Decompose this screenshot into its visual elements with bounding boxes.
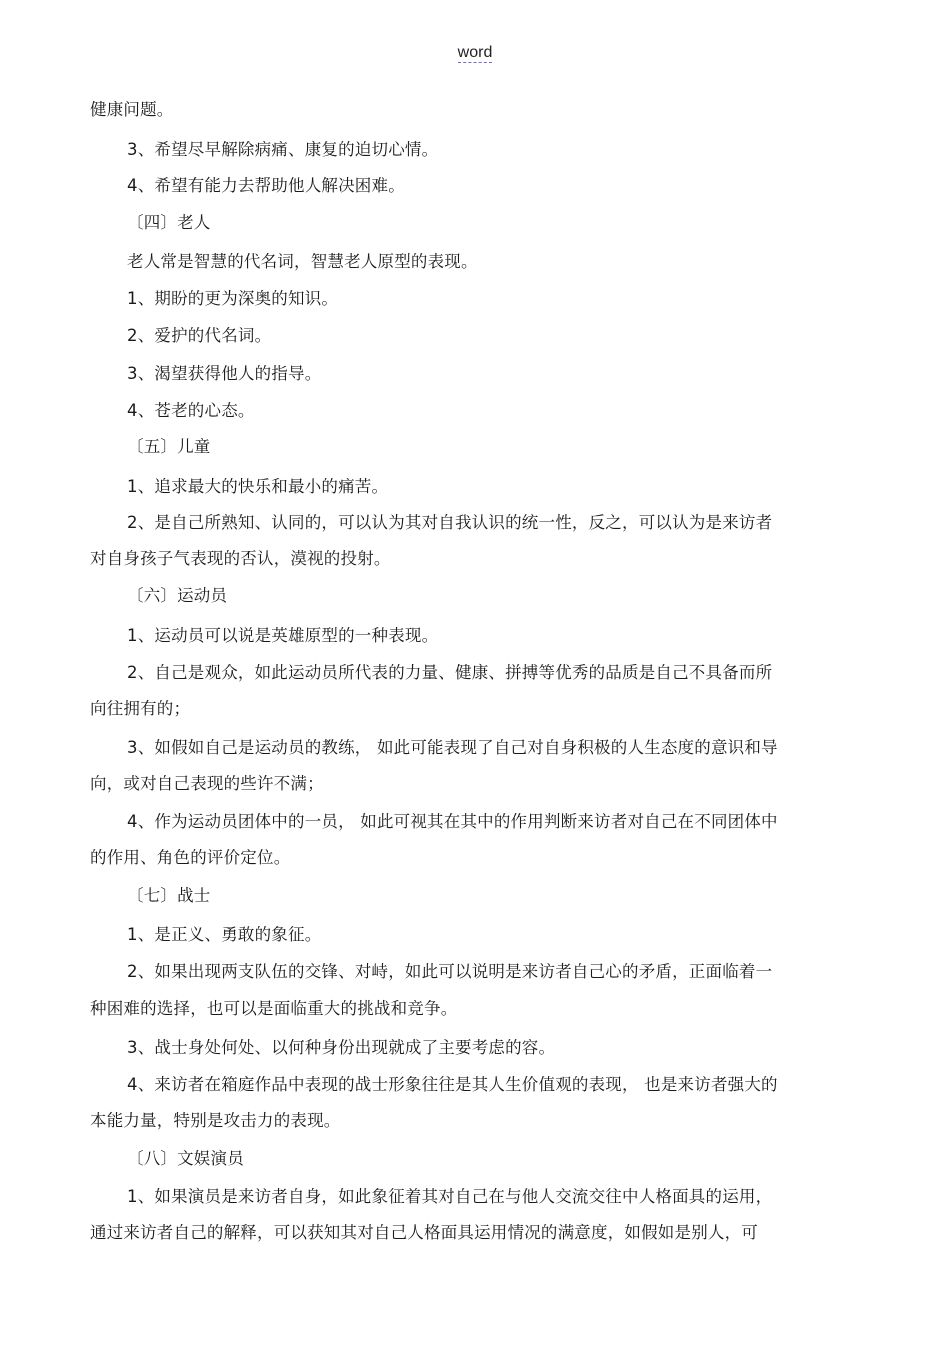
list-item: 3、战士身处何处、以何种身份出现就成了主要考虑的容。 [127, 1038, 556, 1057]
section-heading: 〔七〕战士 [127, 886, 211, 905]
list-item: 3、希望尽早解除病痛、康复的迫切心情。 [127, 140, 439, 159]
list-item: 1、期盼的更为深奥的知识。 [127, 289, 339, 308]
text-line: 本能力量，特别是攻击力的表现。 [90, 1111, 341, 1130]
list-item: 2、自己是观众，如此运动员所代表的力量、健康、拼搏等优秀的品质是自己不具备而所 [127, 663, 773, 682]
list-item: 2、爱护的代名词。 [127, 326, 272, 345]
list-item: 1、追求最大的快乐和最小的痛苦。 [127, 477, 389, 496]
page-header [0, 44, 950, 62]
list-item: 3、渴望获得他人的指导。 [127, 364, 322, 383]
list-item: 2、是自己所熟知、认同的，可以认为其对自我认识的统一性，反之，可以认为是来访者 [127, 513, 773, 532]
text-line: 健康问题。 [90, 100, 174, 119]
list-item: 4、希望有能力去帮助他人解决困难。 [127, 176, 405, 195]
header-title: word [457, 44, 493, 61]
section-heading: 〔五〕儿童 [127, 437, 211, 456]
text-line: 向往拥有的； [90, 699, 191, 718]
section-heading: 〔八〕文娱演员 [127, 1149, 244, 1168]
paragraph: 老人常是智慧的代名词，智慧老人原型的表现。 [127, 252, 478, 271]
section-heading: 〔六〕运动员 [127, 586, 228, 605]
list-item: 1、是正义、勇敢的象征。 [127, 925, 322, 944]
list-item: 3、如假如自己是运动员的教练， 如此可能表现了自己对自身积极的人生态度的意识和导 [127, 738, 778, 757]
list-item: 2、如果出现两支队伍的交锋、对峙，如此可以说明是来访者自己心的矛盾，正面临着一 [127, 962, 773, 981]
list-item: 1、运动员可以说是英雄原型的一种表现。 [127, 626, 439, 645]
list-item: 4、苍老的心态。 [127, 401, 255, 420]
list-item: 1、如果演员是来访者自身，如此象征着其对自己在与他人交流交往中人格面具的运用， [127, 1187, 773, 1206]
text-line: 的作用、角色的评价定位。 [90, 848, 291, 867]
list-item: 4、来访者在箱庭作品中表现的战士形象往往是其人生价值观的表现， 也是来访者强大的 [127, 1075, 778, 1094]
text-line: 对自身孩子气表现的否认，漠视的投射。 [90, 549, 391, 568]
list-item: 4、作为运动员团体中的一员， 如此可视其在其中的作用判断来访者对自己在不同团体中 [127, 812, 778, 831]
text-line: 种困难的选择，也可以是面临重大的挑战和竞争。 [90, 999, 458, 1018]
text-line: 通过来访者自己的解释，可以获知其对自己人格面具运用情况的满意度，如假如是别人，可 [90, 1223, 758, 1242]
section-heading: 〔四〕老人 [127, 213, 211, 232]
text-line: 向，或对自己表现的些许不满； [90, 774, 324, 793]
